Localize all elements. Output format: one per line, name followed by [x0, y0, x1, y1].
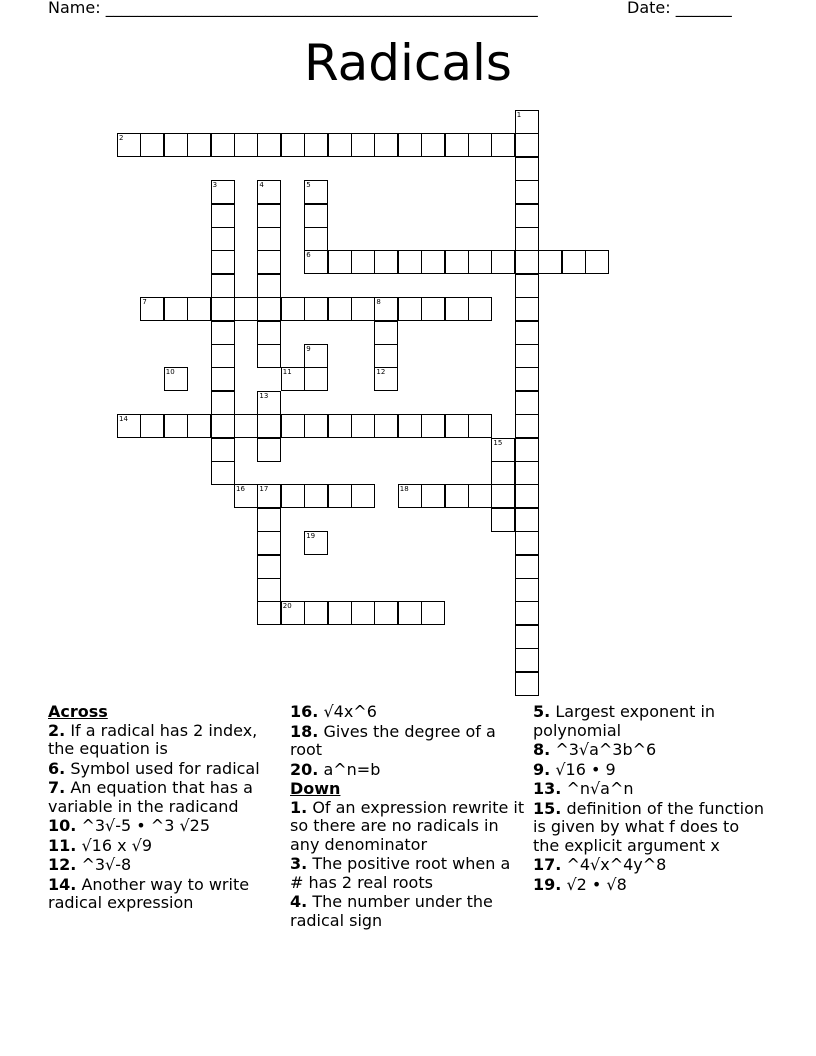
grid-cell[interactable] — [421, 297, 445, 321]
grid-cell[interactable] — [328, 414, 352, 438]
grid-cell[interactable] — [398, 297, 422, 321]
grid-cell[interactable] — [257, 484, 281, 508]
grid-cell[interactable] — [257, 297, 281, 321]
grid-cell[interactable] — [211, 321, 235, 345]
grid-cell[interactable] — [304, 133, 328, 157]
grid-cell[interactable] — [398, 601, 422, 625]
grid-cell[interactable] — [211, 133, 235, 157]
grid-cell[interactable] — [351, 414, 375, 438]
grid-cell[interactable] — [234, 484, 258, 508]
grid-cell[interactable] — [515, 250, 539, 274]
name-label: Name: — [48, 0, 101, 17]
grid-cell[interactable] — [257, 133, 281, 157]
grid-cell[interactable] — [234, 133, 258, 157]
grid-cell[interactable] — [515, 578, 539, 602]
clue-down-5: 5. Largest exponent in polynomial — [533, 702, 716, 740]
clue-down-17: 17. ^4√x^4y^8 — [533, 855, 667, 874]
clue-across-18: 18. Gives the degree of a root — [290, 721, 496, 759]
clue-down-3: 3. The positive root when a # has 2 real roots — [290, 854, 511, 892]
grid-cell[interactable] — [515, 227, 539, 251]
grid-cell[interactable] — [257, 555, 281, 579]
grid-cell[interactable] — [515, 555, 539, 579]
clues-column-2 — [290, 703, 525, 931]
grid-cell[interactable] — [257, 344, 281, 368]
grid-cell[interactable] — [211, 414, 235, 438]
clue-down-4: 4. The number under the radical sign — [290, 892, 493, 930]
grid-cell[interactable] — [374, 601, 398, 625]
clues-column-1 — [48, 703, 280, 914]
grid-cell[interactable] — [468, 484, 492, 508]
grid-cell[interactable] — [211, 461, 235, 485]
cell-number: 18 — [399, 485, 409, 494]
grid-cell[interactable] — [211, 367, 235, 391]
grid-cell[interactable] — [211, 227, 235, 251]
grid-cell[interactable] — [304, 344, 328, 368]
grid-cell[interactable] — [491, 133, 515, 157]
grid-cell[interactable] — [328, 250, 352, 274]
page-title: Radicals — [304, 34, 512, 92]
grid-cell[interactable] — [515, 321, 539, 345]
grid-cell[interactable] — [304, 484, 328, 508]
grid-cell[interactable] — [515, 625, 539, 649]
grid-cell[interactable] — [328, 133, 352, 157]
date-line: _______ — [675, 0, 732, 17]
grid-cell[interactable] — [257, 180, 281, 204]
clue-across-16: 16. √4x^6 — [290, 702, 377, 721]
grid-cell[interactable] — [164, 297, 188, 321]
grid-cell[interactable] — [468, 133, 492, 157]
grid-cell[interactable] — [257, 578, 281, 602]
clue-across-12: 12. ^3√-8 — [48, 855, 132, 874]
grid-cell[interactable] — [515, 157, 539, 181]
grid-cell[interactable] — [140, 414, 164, 438]
clue-across-14: 14. Another way to write radical expression — [48, 874, 250, 912]
clue-down-15: 15. definition of the function is given by what f does to the explicit argument x — [533, 798, 765, 855]
grid-cell[interactable] — [445, 484, 469, 508]
grid-cell[interactable] — [491, 250, 515, 274]
grid-cell[interactable] — [515, 344, 539, 368]
grid-cell[interactable] — [538, 250, 562, 274]
grid-cell[interactable] — [421, 484, 445, 508]
grid-cell[interactable] — [257, 531, 281, 555]
grid-cell[interactable] — [328, 601, 352, 625]
grid-cell[interactable] — [257, 250, 281, 274]
cell-number: 13 — [259, 391, 269, 400]
grid-cell[interactable] — [491, 484, 515, 508]
grid-cell[interactable] — [257, 227, 281, 251]
grid-cell[interactable] — [445, 133, 469, 157]
grid-cell[interactable] — [468, 250, 492, 274]
grid-cell[interactable] — [515, 508, 539, 532]
grid-cell[interactable] — [187, 414, 211, 438]
grid-cell[interactable] — [117, 133, 141, 157]
grid-cell[interactable] — [374, 133, 398, 157]
grid-cell[interactable] — [281, 367, 305, 391]
grid-cell[interactable] — [515, 414, 539, 438]
grid-cell[interactable] — [281, 133, 305, 157]
grid-cell[interactable] — [515, 601, 539, 625]
cell-number: 8 — [376, 298, 381, 307]
cell-number: 5 — [306, 181, 311, 190]
across-heading: Across — [48, 702, 108, 721]
grid-cell[interactable] — [374, 321, 398, 345]
grid-cell[interactable] — [398, 133, 422, 157]
cell-number: 2 — [119, 134, 124, 143]
cell-number: 14 — [119, 415, 128, 424]
grid-cell[interactable] — [374, 344, 398, 368]
grid-cell[interactable] — [515, 367, 539, 391]
clue-across-7: 7. An equation that has a variable in the radicand — [48, 778, 253, 816]
grid-cell[interactable] — [515, 461, 539, 485]
grid-cell[interactable] — [515, 438, 539, 462]
grid-cell[interactable] — [515, 204, 539, 228]
grid-cell[interactable] — [374, 250, 398, 274]
date-label: Date: — [627, 0, 671, 17]
grid-cell[interactable] — [140, 297, 164, 321]
grid-cell[interactable] — [515, 391, 539, 415]
grid-cell[interactable] — [164, 367, 188, 391]
cell-number: 16 — [236, 485, 245, 494]
grid-cell[interactable] — [281, 414, 305, 438]
cell-number: 12 — [376, 368, 386, 377]
grid-cell[interactable] — [211, 204, 235, 228]
cell-number: 6 — [306, 251, 311, 260]
grid-cell[interactable] — [445, 297, 469, 321]
cell-number: 19 — [306, 532, 316, 541]
grid-cell[interactable] — [257, 204, 281, 228]
grid-cell[interactable] — [585, 250, 609, 274]
grid-cell[interactable] — [304, 180, 328, 204]
grid-cell[interactable] — [515, 133, 539, 157]
grid-cell[interactable] — [562, 250, 586, 274]
grid-cell[interactable] — [187, 297, 211, 321]
cell-number: 4 — [259, 181, 264, 190]
clue-across-10: 10. ^3√-5 • ^3 √25 — [48, 816, 211, 835]
grid-cell[interactable] — [398, 414, 422, 438]
grid-cell[interactable] — [351, 133, 375, 157]
grid-cell[interactable] — [211, 391, 235, 415]
cell-number: 20 — [282, 602, 292, 611]
grid-cell[interactable] — [281, 297, 305, 321]
clue-down-8: 8. ^3√a^3b^6 — [533, 740, 657, 759]
grid-cell[interactable] — [421, 133, 445, 157]
grid-cell[interactable] — [234, 414, 258, 438]
clue-down-9: 9. √16 • 9 — [533, 759, 616, 779]
cell-number: 10 — [165, 368, 175, 377]
grid-cell[interactable] — [211, 344, 235, 368]
grid-cell[interactable] — [304, 531, 328, 555]
grid-cell[interactable] — [304, 297, 328, 321]
grid-cell[interactable] — [515, 531, 539, 555]
grid-cell[interactable] — [211, 438, 235, 462]
grid-cell[interactable] — [421, 414, 445, 438]
grid-cell[interactable] — [351, 250, 375, 274]
grid-cell[interactable] — [187, 133, 211, 157]
grid-cell[interactable] — [491, 438, 515, 462]
cell-number: 1 — [516, 111, 522, 119]
grid-cell[interactable] — [328, 297, 352, 321]
grid-cell[interactable] — [257, 414, 281, 438]
clue-down-19: 19. √2 • √8 — [533, 874, 627, 894]
grid-cell[interactable] — [515, 180, 539, 204]
grid-cell[interactable] — [491, 461, 515, 485]
grid-cell[interactable] — [468, 414, 492, 438]
clue-across-11: 11. √16 x √9 — [48, 835, 153, 855]
grid-cell[interactable] — [491, 508, 515, 532]
grid-cell[interactable] — [445, 250, 469, 274]
grid-cell[interactable] — [234, 297, 258, 321]
grid-cell[interactable] — [374, 297, 398, 321]
grid-cell[interactable] — [164, 133, 188, 157]
cell-number: 15 — [493, 438, 503, 447]
grid-cell[interactable] — [351, 601, 375, 625]
grid-cell[interactable] — [468, 297, 492, 321]
grid-cell[interactable] — [328, 484, 352, 508]
grid-cell[interactable] — [515, 110, 539, 134]
grid-cell[interactable] — [515, 297, 539, 321]
grid-cell[interactable] — [304, 250, 328, 274]
name-line: ______________________________________________________ — [105, 0, 538, 17]
grid-cell[interactable] — [164, 414, 188, 438]
down-heading: Down — [290, 779, 341, 798]
cell-number: 9 — [306, 345, 311, 353]
grid-cell[interactable] — [257, 508, 281, 532]
clue-across-20: 20. a^n=b — [290, 759, 381, 779]
cell-number: 11 — [282, 368, 292, 377]
grid-cell[interactable] — [351, 484, 375, 508]
grid-cell[interactable] — [304, 204, 328, 228]
grid-cell[interactable] — [515, 672, 539, 696]
grid-cell[interactable] — [257, 391, 281, 415]
grid-cell[interactable] — [304, 367, 328, 391]
grid-cell[interactable] — [211, 274, 235, 298]
grid-cell[interactable] — [515, 274, 539, 298]
cell-number: 3 — [212, 181, 218, 190]
grid-cell[interactable] — [515, 484, 539, 508]
grid-cell[interactable] — [211, 180, 235, 204]
grid-cell[interactable] — [374, 414, 398, 438]
grid-cell[interactable] — [421, 250, 445, 274]
cell-number: 7 — [142, 298, 147, 307]
grid-cell[interactable] — [304, 227, 328, 251]
grid-cell[interactable] — [374, 367, 398, 391]
grid-cell[interactable] — [351, 297, 375, 321]
grid-cell[interactable] — [211, 250, 235, 274]
grid-cell[interactable] — [515, 648, 539, 672]
clues-column-3 — [533, 703, 768, 895]
grid-cell[interactable] — [257, 601, 281, 625]
clue-across-6: 6. Symbol used for radical — [48, 758, 260, 778]
grid-cell[interactable] — [117, 414, 141, 438]
clue-down-1: 1. Of an expression rewrite it so there are no radicals in any denominator — [290, 797, 525, 854]
cell-number: 17 — [259, 485, 269, 494]
grid-cell[interactable] — [398, 484, 422, 508]
grid-cell[interactable] — [398, 250, 422, 274]
grid-cell[interactable] — [140, 133, 164, 157]
grid-cell[interactable] — [421, 601, 445, 625]
grid-cell[interactable] — [304, 414, 328, 438]
grid-cell[interactable] — [445, 414, 469, 438]
grid-cell[interactable] — [304, 601, 328, 625]
grid-cell[interactable] — [257, 321, 281, 345]
grid-cell[interactable] — [257, 438, 281, 462]
clue-down-13: 13. ^n√a^n — [533, 779, 634, 798]
grid-cell[interactable] — [257, 274, 281, 298]
grid-cell[interactable] — [211, 297, 235, 321]
grid-cell[interactable] — [281, 484, 305, 508]
clue-across-2: 2. If a radical has 2 index, the equation is — [48, 720, 258, 758]
grid-cell[interactable] — [281, 601, 305, 625]
